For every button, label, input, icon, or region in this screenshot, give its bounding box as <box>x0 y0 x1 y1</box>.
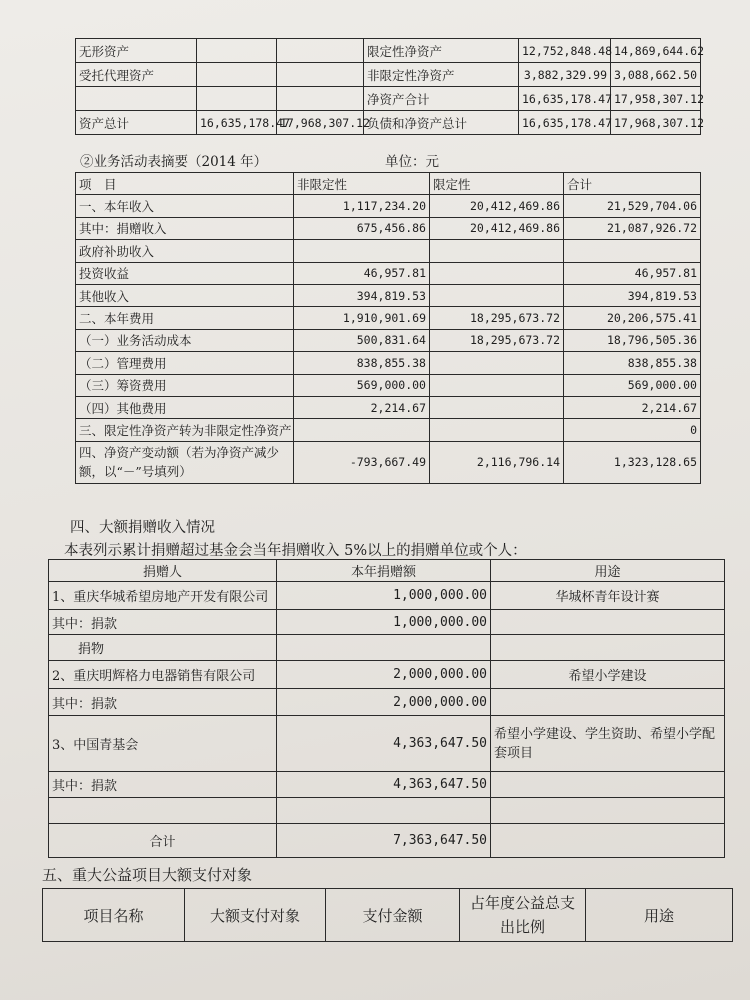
activity-unrestricted: 1,117,234.20 <box>294 195 430 217</box>
activity-total: 21,529,704.06 <box>564 195 701 217</box>
activity-row <box>76 262 701 284</box>
donation-purpose: 希望小学建设 <box>491 661 725 689</box>
activity-total: 46,957.81 <box>564 262 701 284</box>
donations-table <box>48 559 725 858</box>
donation-row <box>49 689 725 716</box>
activity-restricted: 20,412,469.86 <box>430 217 564 239</box>
activity-item: 其他收入 <box>76 284 294 306</box>
activity-restricted: 2,116,796.14 <box>430 441 564 483</box>
donation-amount: 2,000,000.00 <box>277 689 491 716</box>
balance-left-label <box>76 87 197 111</box>
balance-row <box>76 63 701 87</box>
donations-header-purpose: 用途 <box>491 560 725 582</box>
balance-right-label: 非限定性净资产 <box>364 63 519 87</box>
projects-header-ratio: 占年度公益总支出比例 <box>460 889 586 942</box>
activity-restricted <box>430 419 564 441</box>
balance-row <box>76 111 701 135</box>
donation-row <box>49 772 725 798</box>
donation-donor <box>49 798 277 824</box>
projects-table <box>42 888 733 942</box>
donation-row <box>49 798 725 824</box>
balance-right-begin: 16,635,178.47 <box>519 111 611 135</box>
donation-row <box>49 582 725 610</box>
activity-item: （四）其他费用 <box>76 396 294 418</box>
donation-row <box>49 635 725 661</box>
activity-row <box>76 240 701 262</box>
activity-item: 一、本年收入 <box>76 195 294 217</box>
activity-unrestricted <box>294 240 430 262</box>
balance-right-label: 限定性净资产 <box>364 39 519 63</box>
activity-header-item: 项 目 <box>76 173 294 195</box>
activity-row <box>76 195 701 217</box>
donation-amount: 1,000,000.00 <box>277 582 491 610</box>
donation-amount: 2,000,000.00 <box>277 661 491 689</box>
balance-left-end <box>277 39 364 63</box>
balance-right-begin: 12,752,848.48 <box>519 39 611 63</box>
activity-restricted <box>430 352 564 374</box>
balance-right-begin: 3,882,329.99 <box>519 63 611 87</box>
donations-header-amount: 本年捐赠额 <box>277 560 491 582</box>
activity-total: 2,214.67 <box>564 396 701 418</box>
activity-restricted: 20,412,469.86 <box>430 195 564 217</box>
activity-item: （一）业务活动成本 <box>76 329 294 351</box>
balance-left-end: 17,968,307.12 <box>277 111 364 135</box>
donation-amount <box>277 798 491 824</box>
donation-row <box>49 661 725 689</box>
activity-row <box>76 329 701 351</box>
balance-left-label: 资产总计 <box>76 111 197 135</box>
activity-total: 18,796,505.36 <box>564 329 701 351</box>
activity-restricted: 18,295,673.72 <box>430 307 564 329</box>
donation-amount: 4,363,647.50 <box>277 716 491 772</box>
balance-left-end <box>277 87 364 111</box>
activity-unrestricted: 1,910,901.69 <box>294 307 430 329</box>
activity-total: 394,819.53 <box>564 284 701 306</box>
activity-unrestricted: 675,456.86 <box>294 217 430 239</box>
balance-sheet-table <box>75 38 705 135</box>
balance-left-begin <box>197 87 277 111</box>
activity-row <box>76 419 701 441</box>
activity-total: 569,000.00 <box>564 374 701 396</box>
activity-row <box>76 284 701 306</box>
balance-left-label: 无形资产 <box>76 39 197 63</box>
donation-purpose <box>491 689 725 716</box>
donation-purpose: 华城杯青年设计赛 <box>491 582 725 610</box>
activity-unrestricted: 46,957.81 <box>294 262 430 284</box>
donation-total-row <box>49 824 725 858</box>
activity-restricted <box>430 262 564 284</box>
balance-right-end: 14,869,644.62 <box>611 39 701 63</box>
balance-right-begin: 16,635,178.47 <box>519 87 611 111</box>
balance-row <box>76 39 701 63</box>
donation-donor: 其中：捐款 <box>49 610 277 635</box>
activity-unrestricted: 394,819.53 <box>294 284 430 306</box>
activity-unit: 单位：元 <box>385 154 439 170</box>
donation-total-amount: 7,363,647.50 <box>277 824 491 858</box>
activity-total: 0 <box>564 419 701 441</box>
donation-total-label: 合计 <box>49 824 277 858</box>
activity-total: 1,323,128.65 <box>564 441 701 483</box>
activity-unrestricted: -793,667.49 <box>294 441 430 483</box>
donation-donor: 其中：捐款 <box>49 772 277 798</box>
activity-item: 投资收益 <box>76 262 294 284</box>
balance-right-end: 3,088,662.50 <box>611 63 701 87</box>
activity-header-unrestricted: 非限定性 <box>294 173 430 195</box>
activity-total <box>564 240 701 262</box>
balance-right-label: 净资产合计 <box>364 87 519 111</box>
balance-left-begin <box>197 39 277 63</box>
activity-total: 838,855.38 <box>564 352 701 374</box>
donation-amount <box>277 635 491 661</box>
donation-donor: 其中：捐款 <box>49 689 277 716</box>
activity-table <box>75 172 701 484</box>
donation-amount: 1,000,000.00 <box>277 610 491 635</box>
activity-item: 二、本年费用 <box>76 307 294 329</box>
projects-header-purpose: 用途 <box>586 889 733 942</box>
activity-item: （三）筹资费用 <box>76 374 294 396</box>
activity-restricted <box>430 240 564 262</box>
donations-intro: 本表列示累计捐赠超过基金会当年捐赠收入 5%以上的捐赠单位或个人： <box>64 543 527 559</box>
projects-title: 五、重大公益项目大额支付对象 <box>42 866 253 884</box>
donation-donor: 2、重庆明辉格力电器销售有限公司 <box>49 661 277 689</box>
donation-row <box>49 716 725 772</box>
activity-row <box>76 396 701 418</box>
donation-amount: 4,363,647.50 <box>277 772 491 798</box>
activity-restricted <box>430 284 564 306</box>
activity-total: 20,206,575.41 <box>564 307 701 329</box>
activity-item: 政府补助收入 <box>76 240 294 262</box>
balance-left-label: 受托代理资产 <box>76 63 197 87</box>
donation-donor: 捐物 <box>49 635 277 661</box>
donations-header-donor: 捐赠人 <box>49 560 277 582</box>
activity-row <box>76 217 701 239</box>
balance-left-end <box>277 63 364 87</box>
activity-unrestricted: 500,831.64 <box>294 329 430 351</box>
activity-header-restricted: 限定性 <box>430 173 564 195</box>
balance-right-end: 17,968,307.12 <box>611 111 701 135</box>
activity-restricted <box>430 374 564 396</box>
balance-left-begin <box>197 63 277 87</box>
donation-purpose <box>491 635 725 661</box>
balance-right-end: 17,958,307.12 <box>611 87 701 111</box>
donation-purpose <box>491 772 725 798</box>
activity-item: 三、限定性净资产转为非限定性净资产 <box>76 419 294 441</box>
donation-purpose: 希望小学建设、学生资助、希望小学配套项目 <box>491 716 725 772</box>
activity-unrestricted <box>294 419 430 441</box>
balance-row <box>76 87 701 111</box>
activity-row <box>76 374 701 396</box>
activity-row <box>76 352 701 374</box>
activity-row <box>76 307 701 329</box>
donation-donor: 1、重庆华城希望房地产开发有限公司 <box>49 582 277 610</box>
activity-item: （二）管理费用 <box>76 352 294 374</box>
activity-total: 21,087,926.72 <box>564 217 701 239</box>
donations-title: 四、大额捐赠收入情况 <box>70 520 215 536</box>
donation-purpose <box>491 798 725 824</box>
activity-header-total: 合计 <box>564 173 701 195</box>
donation-total-purpose <box>491 824 725 858</box>
activity-unrestricted: 2,214.67 <box>294 396 430 418</box>
donation-purpose <box>491 610 725 635</box>
activity-title: ②业务活动表摘要（2014 年） <box>80 154 268 170</box>
activity-unrestricted: 838,855.38 <box>294 352 430 374</box>
donation-donor: 3、中国青基会 <box>49 716 277 772</box>
activity-item: 四、净资产变动额（若为净资产减少额，以“－”号填列） <box>76 441 294 483</box>
activity-restricted <box>430 396 564 418</box>
donation-row <box>49 610 725 635</box>
activity-row-net-change <box>76 441 701 483</box>
projects-header-name: 项目名称 <box>43 889 185 942</box>
activity-unrestricted: 569,000.00 <box>294 374 430 396</box>
activity-item: 其中：捐赠收入 <box>76 217 294 239</box>
projects-header-payee: 大额支付对象 <box>185 889 326 942</box>
projects-header-amount: 支付金额 <box>326 889 460 942</box>
activity-restricted: 18,295,673.72 <box>430 329 564 351</box>
balance-right-label: 负债和净资产总计 <box>364 111 519 135</box>
balance-left-begin: 16,635,178.47 <box>197 111 277 135</box>
